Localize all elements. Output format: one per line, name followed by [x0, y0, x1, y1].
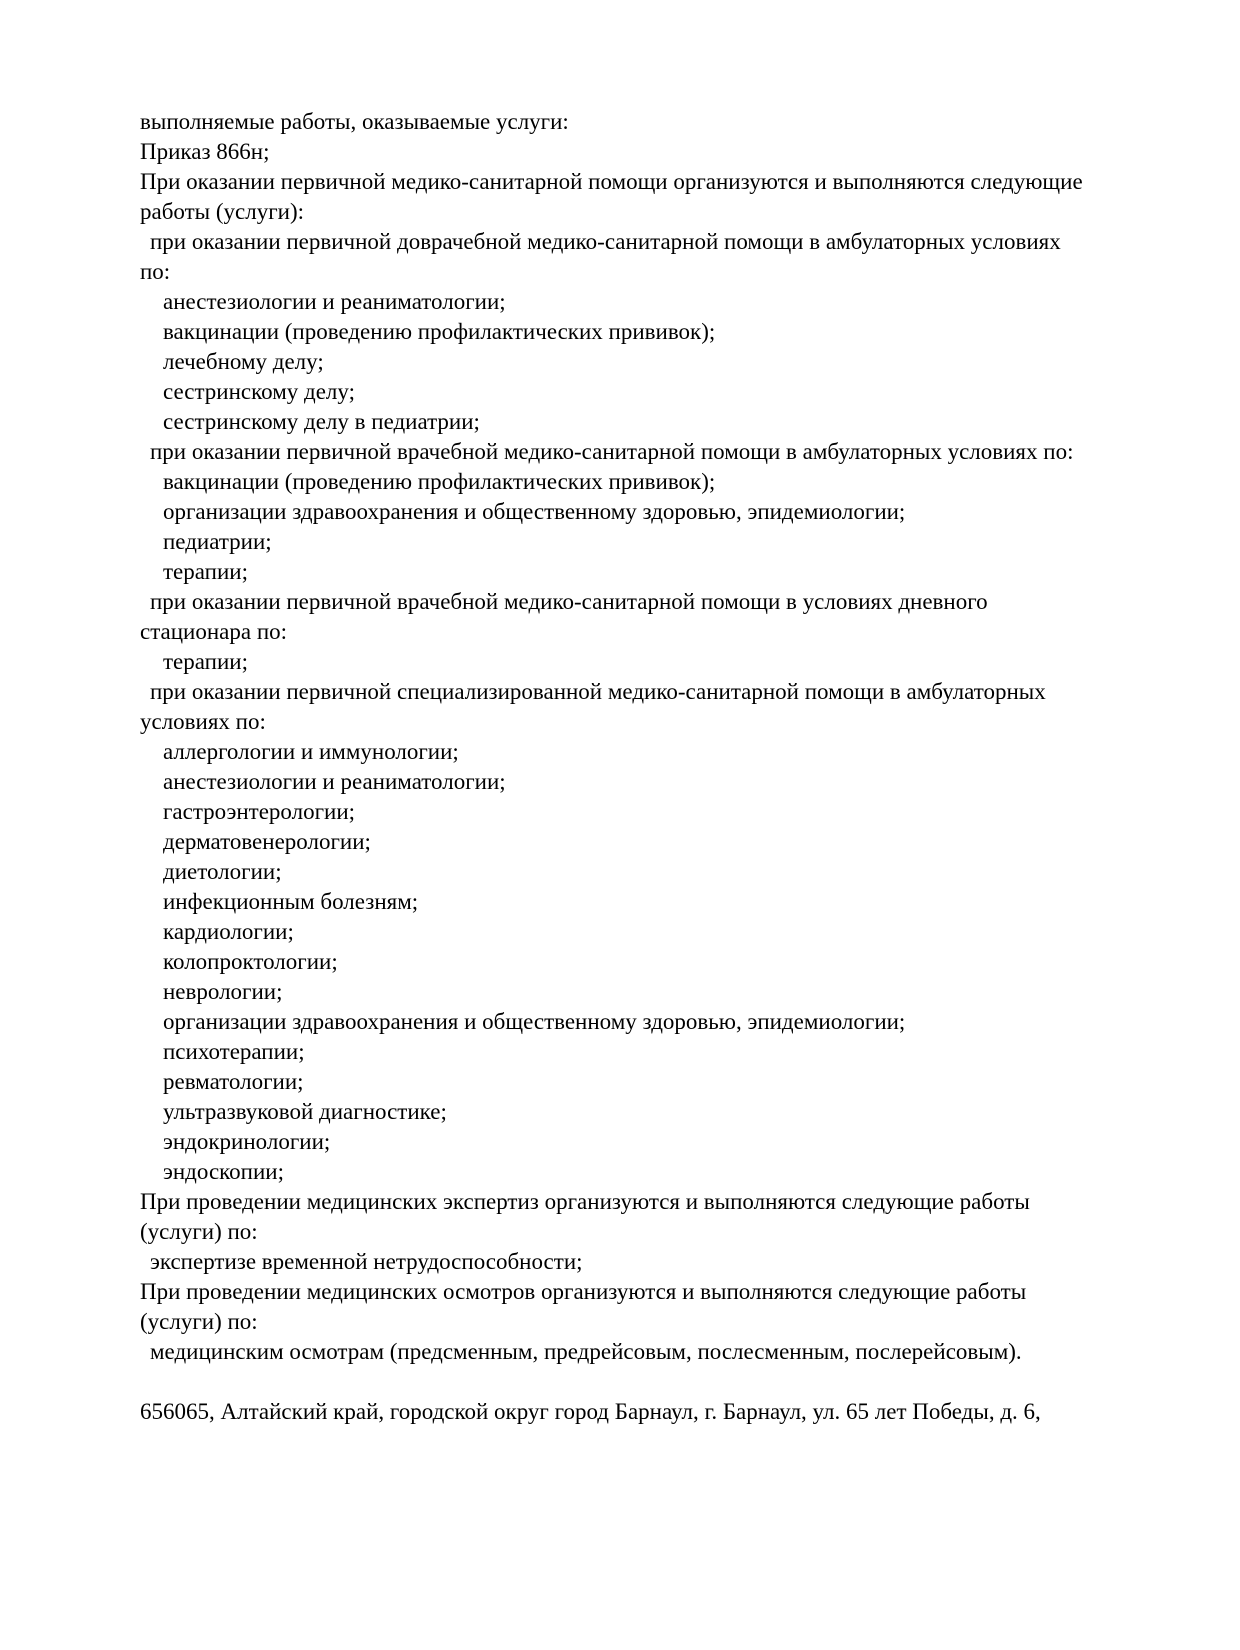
text-line: неврологии;: [163, 979, 283, 1004]
text-line: колопроктологии;: [163, 949, 338, 974]
text-line: гастроэнтерологии;: [163, 799, 356, 824]
text-line: при оказании первичной врачебной медико-санитарной помощи в амбулаторных условиях по:: [150, 439, 1074, 464]
text-line: сестринскому делу;: [163, 379, 355, 404]
text-line: (услуги) по:: [140, 1309, 258, 1334]
text-line: эндокринологии;: [163, 1129, 331, 1154]
text-line: анестезиологии и реаниматологии;: [163, 289, 506, 314]
text-line: при оказании первичной доврачебной медико-санитарной помощи в амбулаторных условиях: [150, 229, 1061, 254]
text-line: медицинским осмотрам (предсменным, предрейсовым, послесменным, послерейсовым).: [150, 1339, 1022, 1364]
text-line: [140, 1367, 1210, 1397]
text-line: При оказании первичной медико-санитарной помощи организуются и выполняются следующие: [140, 169, 1083, 194]
document-text: [140, 107, 1210, 1427]
text-line: педиатрии;: [163, 529, 272, 554]
text-line: при оказании первичной врачебной медико-санитарной помощи в условиях дневного: [150, 589, 988, 614]
text-line: анестезиологии и реаниматологии;: [163, 769, 506, 794]
text-line: вакцинации (проведению профилактических прививок);: [163, 319, 716, 344]
text-line: кардиологии;: [163, 919, 294, 944]
text-line: диетологии;: [163, 859, 282, 884]
text-line: психотерапии;: [163, 1039, 305, 1064]
text-line: организации здравоохранения и общественному здоровью, эпидемиологии;: [163, 499, 906, 524]
text-line: выполняемые работы, оказываемые услуги:: [140, 109, 569, 134]
text-line: экспертизе временной нетрудоспособности;: [150, 1249, 583, 1274]
text-line: организации здравоохранения и общественному здоровью, эпидемиологии;: [163, 1009, 906, 1034]
text-line: лечебному делу;: [163, 349, 324, 374]
text-line: эндоскопии;: [163, 1159, 284, 1184]
text-line: аллергологии и иммунологии;: [163, 739, 459, 764]
text-line: ультразвуковой диагностике;: [163, 1099, 447, 1124]
text-line: ревматологии;: [163, 1069, 304, 1094]
text-line: дерматовенерологии;: [163, 829, 371, 854]
text-line: При проведении медицинских осмотров организуются и выполняются следующие работы: [140, 1279, 1027, 1304]
text-line: условиях по:: [140, 709, 266, 734]
text-line: инфекционным болезням;: [163, 889, 419, 914]
text-line: сестринскому делу в педиатрии;: [163, 409, 480, 434]
text-line: по:: [140, 259, 171, 284]
text-line: работы (услуги):: [140, 199, 304, 224]
text-line: (услуги) по:: [140, 1219, 258, 1244]
text-line: стационара по:: [140, 619, 288, 644]
text-line: Приказ 866н;: [140, 139, 270, 164]
text-line: 656065, Алтайский край, городской округ город Барнаул, г. Барнаул, ул. 65 лет Победы, д. 6,: [140, 1399, 1041, 1424]
text-line: вакцинации (проведению профилактических прививок);: [163, 469, 716, 494]
text-line: терапии;: [163, 649, 248, 674]
text-line: терапии;: [163, 559, 248, 584]
text-line: при оказании первичной специализированной медико-санитарной помощи в амбулаторных: [150, 679, 1046, 704]
text-line: При проведении медицинских экспертиз организуются и выполняются следующие работы: [140, 1189, 1030, 1214]
